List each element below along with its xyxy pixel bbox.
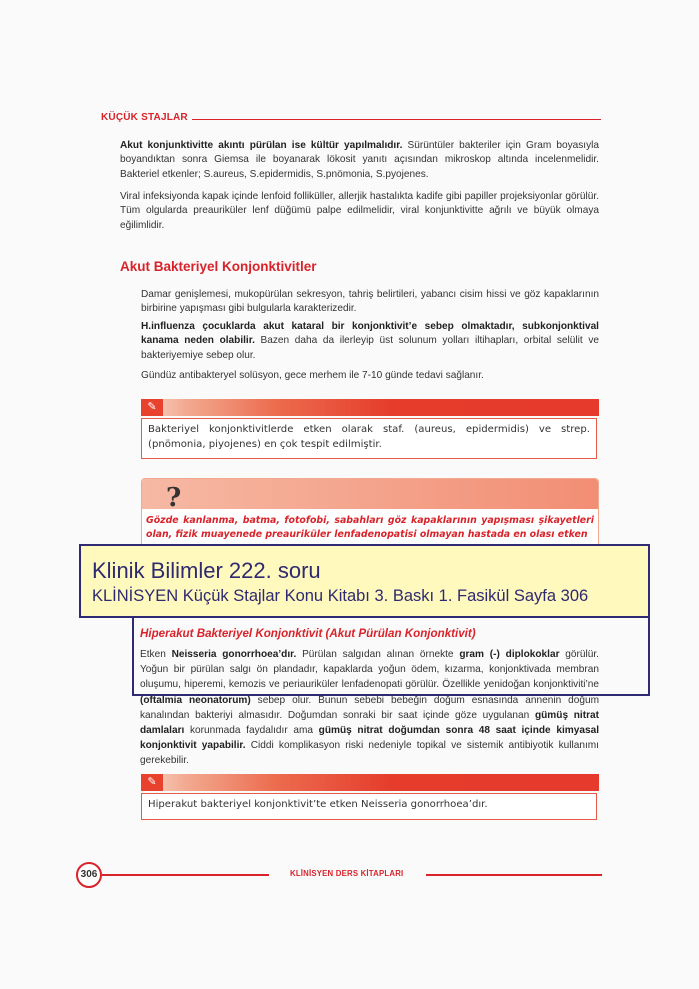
hiper-c: Pürülan salgıdan alınan örnekte <box>296 649 460 660</box>
question-mark-icon: ? <box>166 483 182 513</box>
akut-paragraph-2 <box>141 320 599 363</box>
annotation-subtitle: KLİNİSYEN Küçük Stajlar Konu Kitabı 3. Baskı 1. Fasikül Sayfa 306 <box>92 587 589 605</box>
tip-box-2: Hiperakut bakteriyel konjonktivit’te etken Neisseria gonorrhoea’dır. <box>141 793 597 820</box>
footer-rule-left <box>102 874 269 876</box>
section-label: KÜÇÜK STAJLAR <box>101 112 192 123</box>
hiper-h: gümüş nitrat damlaları <box>140 709 600 737</box>
tip-box-1: Bakteriyel konjonktivitlerde etken olarak staf. (aureus, epidermidis) ve strep. (pnömonia, piyojenes) en çok tespit edilmiştir. <box>141 418 597 459</box>
tip-bar-2 <box>141 774 599 791</box>
page-number: 306 <box>76 862 102 888</box>
hiper-d: gram (-) diplokoklar <box>459 649 560 660</box>
intro-paragraph-2: Viral infeksiyonda kapak içinde lenfoid folliküller, allerjik hastalıkta kadife gibi papiller projeksiyonlar görülür. Tüm olgularda preauriküler lenf düğümü palpe edilmelidir, viral konjunktivitte ağrılı ve büyük olmaya eğilimlidir. <box>120 191 599 231</box>
question-text: Gözde kanlanma, batma, fotofobi, sabahları göz kapaklarının yapışması şikayetleri olan, fizik muayenede preauriküler lenfadenopatisi olmayan hastada en olası etken <box>146 515 594 540</box>
hiper-i: korunmada faydalıdır ama <box>184 725 319 737</box>
source-annotation <box>79 544 650 618</box>
heading-akut-bakteriyel: Akut Bakteriyel Konjonktivitler <box>120 259 317 274</box>
pencil-icon: ✎ <box>141 774 163 791</box>
intro-rest: Sürüntüler bakteriler için Gram boyasıyla boyandıktan sonra Giemsa ile boyanarak lökosit yanıtı açısından mikroskop altında incelenmelidir. Bakteriel etkenler; S.aureus, S.epidermidis, S.pnömonia, S.pyojenes. <box>120 140 599 180</box>
hiper-j: gümüş nitrat doğumdan sonra 48 saat içinde kimyasal konjonktivit yapabilir. <box>140 725 599 752</box>
question-box <box>141 478 599 548</box>
footer-title: KLİNİSYEN DERS KİTAPLARI <box>290 869 404 878</box>
akut-paragraph-1: Damar genişlemesi, mukopürülan sekresyon, tahriş belirtileri, yabancı cisim hissi ve göz kapaklarının birbirine yapışması gibi bulgularla karakterizedir. <box>141 289 599 315</box>
akut-bold: H.influenza çocuklarda akut kataral bir konjonktivit’e sebep olmaktadır, subkonjonktival kanama neden olabilir. <box>141 321 599 347</box>
heading-hiperakut: Hiperakut Bakteriyel Konjonktivit (Akut Pürülan Konjonktivit) <box>140 627 476 640</box>
tip-bar-1 <box>141 399 599 416</box>
intro-paragraph-1 <box>120 139 599 182</box>
hiper-k: Ciddi komplikasyon riski nedeniyle topikal ve sistemik antibiyotik kullanımı gerekebilir. <box>140 740 599 767</box>
hiper-e: görülür. Yoğun bir pürülan salgı ön plandadır, kapaklarda yoğun ödem, kızarma, konjonktivada membran oluşumu, hiperemi, kemozis ve periauriküler lenfadenopati görülür. Özellikle yenidoğan konjonktiviti’ne <box>140 649 599 691</box>
hiper-a: Etken <box>140 649 172 660</box>
akut-rest: Bazen daha da ilerleyip üst solunum yolları iltihapları, orbital selülit ve bakteriyemiye sebep olur. <box>141 335 599 361</box>
section-header <box>101 112 601 128</box>
question-header <box>142 479 598 509</box>
annotation-title: Klinik Bilimler 222. soru <box>92 558 321 583</box>
annotation-frame <box>132 618 650 696</box>
pencil-icon: ✎ <box>141 399 163 416</box>
akut-paragraph-3: Gündüz antibakteryel solüsyon, gece merhem ile 7-10 günde tedavi sağlanır. <box>141 370 484 381</box>
section-rule <box>191 119 601 120</box>
hiper-f: (oftalmia neonatorum) <box>140 694 251 706</box>
footer-rule-right <box>426 874 602 876</box>
intro-bold: Akut konjunktivitte akıntı pürülan ise kültür yapılmalıdır. <box>120 140 403 151</box>
hiper-b: Neisseria gonorrhoea’dır. <box>171 649 297 660</box>
hiper-g: sebep olur. Bunun sebebi bebeğin doğum esnasında annenin doğum kanalından bakteriyi almasıdır. Doğumdan sonraki bir saat içinde göze uygulanan <box>140 694 600 721</box>
